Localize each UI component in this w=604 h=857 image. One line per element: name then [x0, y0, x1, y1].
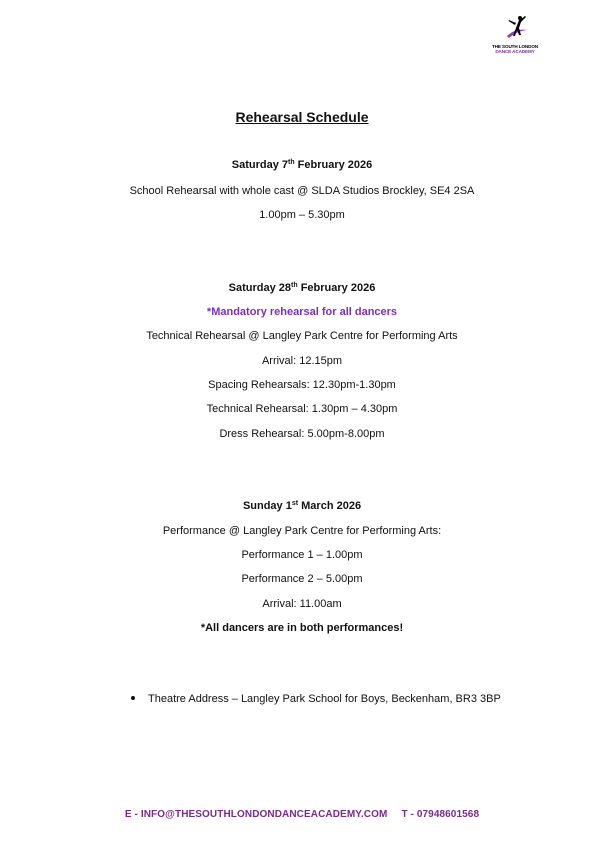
section3-venue: Performance @ Langley Park Centre for Performing Arts: — [162, 525, 442, 537]
theatre-address-item — [131, 692, 501, 706]
footer-email: E - INFO@THESOUTHLONDONDANCEACADEMY.COM — [124, 809, 388, 820]
bullet-icon — [131, 696, 135, 700]
section3-perf1: Performance 1 – 1.00pm — [241, 549, 363, 561]
section2-date-day: Saturday 28 — [228, 282, 292, 294]
footer-contact — [0, 809, 604, 820]
logo-text-line1: THE SOUTH LONDON — [491, 44, 539, 49]
section3-date-day: Sunday 1 — [242, 500, 292, 512]
section3-arrival: Arrival: 11.00am — [262, 598, 342, 610]
section2-date-month: February 2026 — [297, 282, 376, 294]
section1-date-suffix: th — [287, 159, 295, 166]
academy-logo — [489, 14, 541, 66]
section1-time: 1.00pm – 5.30pm — [259, 209, 345, 221]
section2-arrival: Arrival: 12.15pm — [261, 355, 343, 367]
theatre-address-text: Theatre Address – Langley Park School for Boys, Beckenham, BR3 3BP — [148, 693, 501, 705]
page-title: Rehearsal Schedule — [235, 109, 369, 125]
section1-date-day: Saturday 7 — [231, 159, 288, 171]
section3-date-month: March 2026 — [298, 500, 362, 512]
section2-date — [0, 281, 604, 295]
section2-date-suffix: th — [291, 282, 298, 289]
section1-date-month: February 2026 — [294, 159, 373, 171]
footer-phone: T - 07948601568 — [401, 809, 480, 820]
section2-venue: Technical Rehearsal @ Langley Park Centre for Performing Arts — [146, 330, 458, 342]
section3-date-suffix: st — [291, 500, 299, 507]
section2-technical: Technical Rehearsal: 1.30pm – 4.30pm — [206, 403, 398, 415]
mandatory-notice: *Mandatory rehearsal for all dancers — [206, 306, 398, 318]
section3-perf2: Performance 2 – 5.00pm — [241, 573, 363, 585]
section2-spacing: Spacing Rehearsals: 12.30pm-1.30pm — [208, 379, 396, 391]
section2-dress: Dress Rehearsal: 5.00pm-8.00pm — [219, 428, 385, 440]
dancer-logo-icon — [501, 14, 529, 44]
section3-date — [0, 499, 604, 513]
section3-note: *All dancers are in both performances! — [200, 622, 404, 634]
logo-text-line2: DANCE ACADEMY — [495, 49, 535, 54]
section1-venue: School Rehearsal with whole cast @ SLDA Studios Brockley, SE4 2SA — [129, 185, 475, 197]
section1-date — [0, 158, 604, 172]
